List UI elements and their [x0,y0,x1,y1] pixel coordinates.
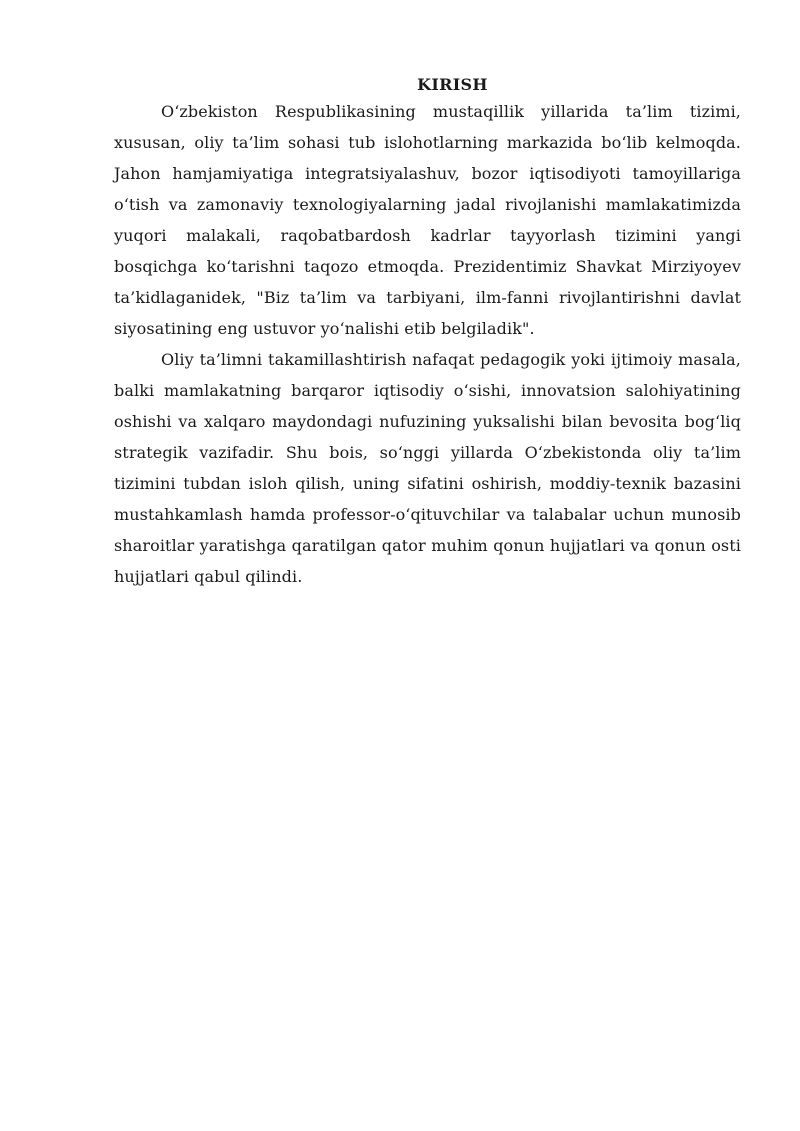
document-body [114,74,741,592]
section-heading: KIRISH [417,75,488,94]
paragraph-2: Oliy ta’limni takamillashtirish nafaqat pedagogik yoki ijtimoiy masala, balki mamlakatning barqaror iqtisodiy o‘sishi, innovatsion salohiyatining oshishi va xalqaro maydondagi nufuzining yuksalishi bilan bevosita bog‘liq strategik vazifadir. Shu bois, so‘nggi yillarda O‘zbekistonda oliy ta’lim tizimini tubdan isloh qilish, uning sifatini oshirish, moddiy-texnik bazasini mustahkamlash hamda professor-o‘qituvchilar va talabalar uchun munosib sharoitlar yaratishga qaratilgan qator muhim qonun hujjatlari va qonun osti hujjatlari qabul qilindi. [114,350,741,586]
paragraph-1: O‘zbekiston Respublikasining mustaqillik yillarida ta’lim tizimi, xususan, oliy ta’lim sohasi tub islohotlarning markazida bo‘lib kelmoqda. Jahon hamjamiyatiga integratsiyalashuv, bozor iqtisodiyoti tamoyillariga o‘tish va zamonaviy texnologiyalarning jadal rivojlanishi mamlakatimizda yuqori malakali, raqobatbardosh kadrlar tayyorlash tizimini yangi bosqichga ko‘tarishni taqozo etmoqda. Prezidentimiz Shavkat Mirziyoyev ta’kidlaganidek, "Biz ta’lim va tarbiyani, ilm-fanni rivojlantirishni davlat siyosatining eng ustuvor yo‘nalishi etib belgiladik". [114,102,741,338]
